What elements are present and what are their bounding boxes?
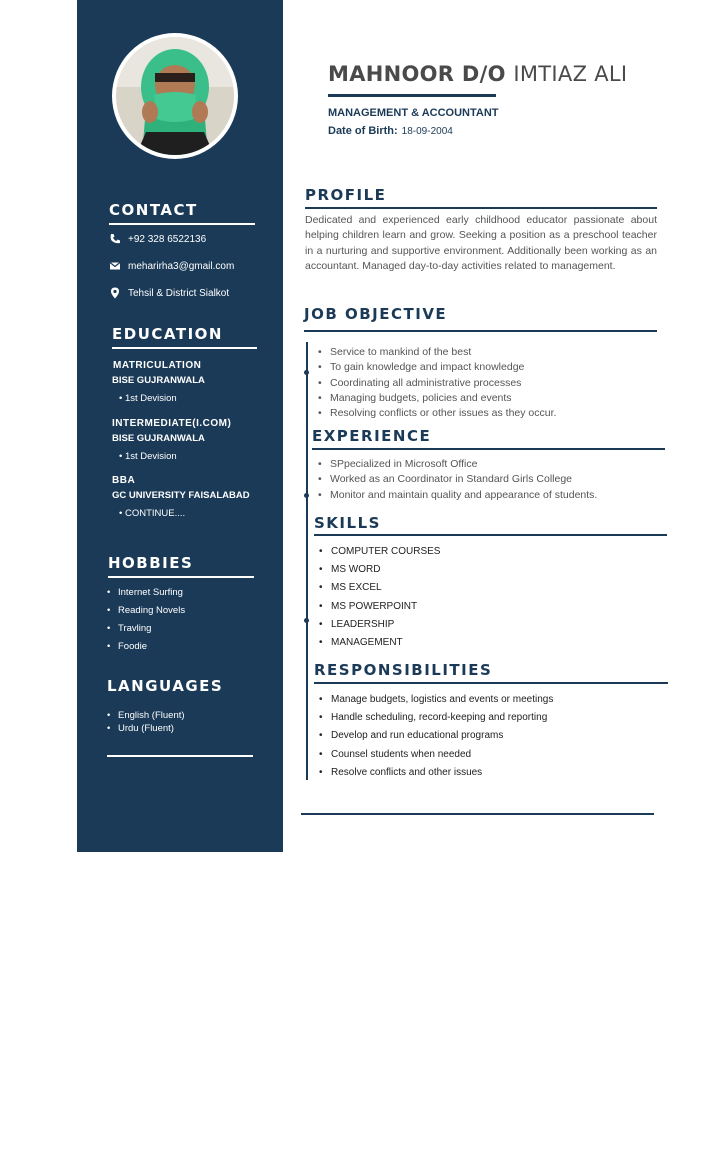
contact-phone [109,233,206,245]
list-item: • Reading Novels [107,602,185,620]
timeline-line [306,342,308,780]
skills-list [319,543,440,652]
education-heading: EDUCATION [112,325,223,343]
list-item: • English (Fluent) [107,709,185,722]
date-of-birth: Date of Birth: 18-09-2004 [328,125,453,137]
phone-icon [109,233,121,245]
list-item: • Service to mankind of the best [318,345,556,360]
list-item: • Resolve conflicts and other issues [319,764,553,782]
objective-rule [304,330,657,332]
list-item: • To gain knowledge and impact knowledge [318,360,556,375]
experience-heading: EXPERIENCE [312,427,432,445]
address-text: Tehsil & District Sialkot [128,287,230,299]
experience-list [318,457,597,503]
list-item: • Handle scheduling, record-keeping and reporting [319,709,553,727]
responsibilities-heading: RESPONSIBILITIES [314,661,493,679]
hobbies-list [107,584,185,656]
edu-title: INTERMEDIATE(I.COM) [112,418,232,429]
hobbies-heading: HOBBIES [108,554,194,572]
list-item: • Coordinating all administrative processes [318,376,556,391]
name-underline [328,94,496,97]
list-item: • Foodie [107,638,185,656]
profile-rule [305,207,657,209]
list-item: • COMPUTER COURSES [319,543,440,561]
list-item: • MANAGEMENT [319,634,440,652]
skills-heading: SKILLS [314,514,381,532]
list-item: • Urdu (Fluent) [107,722,185,735]
edu-detail: • 1st Devision [119,451,177,462]
list-item: • MS WORD [319,561,440,579]
edu-title: MATRICULATION [113,360,202,371]
email-text: meharirha3@gmail.com [128,260,235,272]
experience-rule [312,448,665,450]
timeline-dot [304,370,309,375]
list-item: • Managing budgets, policies and events [318,391,556,406]
list-item: • Resolving conflicts or other issues as they occur. [318,406,556,421]
edu-school: BISE GUJRANWALA [112,433,205,444]
list-item: • MS POWERPOINT [319,598,440,616]
list-item: • Internet Surfing [107,584,185,602]
edu-detail: • CONTINUE.... [119,508,186,519]
mail-icon [109,260,121,272]
objective-heading: JOB OBJECTIVE [304,305,448,323]
contact-heading: CONTACT [109,201,198,219]
languages-rule [107,755,253,757]
responsibilities-list [319,691,553,782]
contact-address [109,287,229,299]
objective-list [318,345,556,421]
contact-email [109,260,234,272]
list-item: • MS EXCEL [319,579,440,597]
profile-heading: PROFILE [305,186,387,204]
edu-school: BISE GUJRANWALA [112,375,205,386]
phone-text: +92 328 6522136 [128,233,207,245]
list-item: • LEADERSHIP [319,616,440,634]
list-item: • SPpecialized in Microsoft Office [318,457,597,472]
edu-school: GC UNIVERSITY FAISALABAD [112,490,250,501]
edu-title: BBA [112,475,136,486]
hobbies-rule [108,576,254,578]
contact-rule [109,223,255,225]
bottom-rule [301,813,654,815]
timeline-dot [304,493,309,498]
list-item: • Travling [107,620,185,638]
profile-photo [116,37,234,155]
education-rule [112,347,257,349]
list-item: • Monitor and maintain quality and appearance of students. [318,488,597,503]
edu-detail: • 1st Devision [119,393,177,404]
languages-heading: LANGUAGES [107,677,224,695]
skills-rule [314,534,667,536]
list-item: • Counsel students when needed [319,746,553,764]
languages-list [107,709,185,735]
list-item: • Manage budgets, logistics and events or meetings [319,691,553,709]
timeline-dot [304,618,309,623]
profile-text: Dedicated and experienced early childhood educator passionate about helping children learn and grow. Seeking a position as a preschool teacher in a nurturing and supportive environment. Additionally been working as an accountant. Managed day-to-day activities related to management. [305,214,657,273]
list-item: • Develop and run educational programs [319,727,553,745]
job-title: MANAGEMENT & ACCOUNTANT [328,107,499,119]
list-item: • Worked as an Coordinator in Standard Girls College [318,472,597,487]
location-pin-icon [109,287,121,299]
full-name: MAHNOOR D/O IMTIAZ ALI [328,62,628,86]
responsibilities-rule [314,682,668,684]
